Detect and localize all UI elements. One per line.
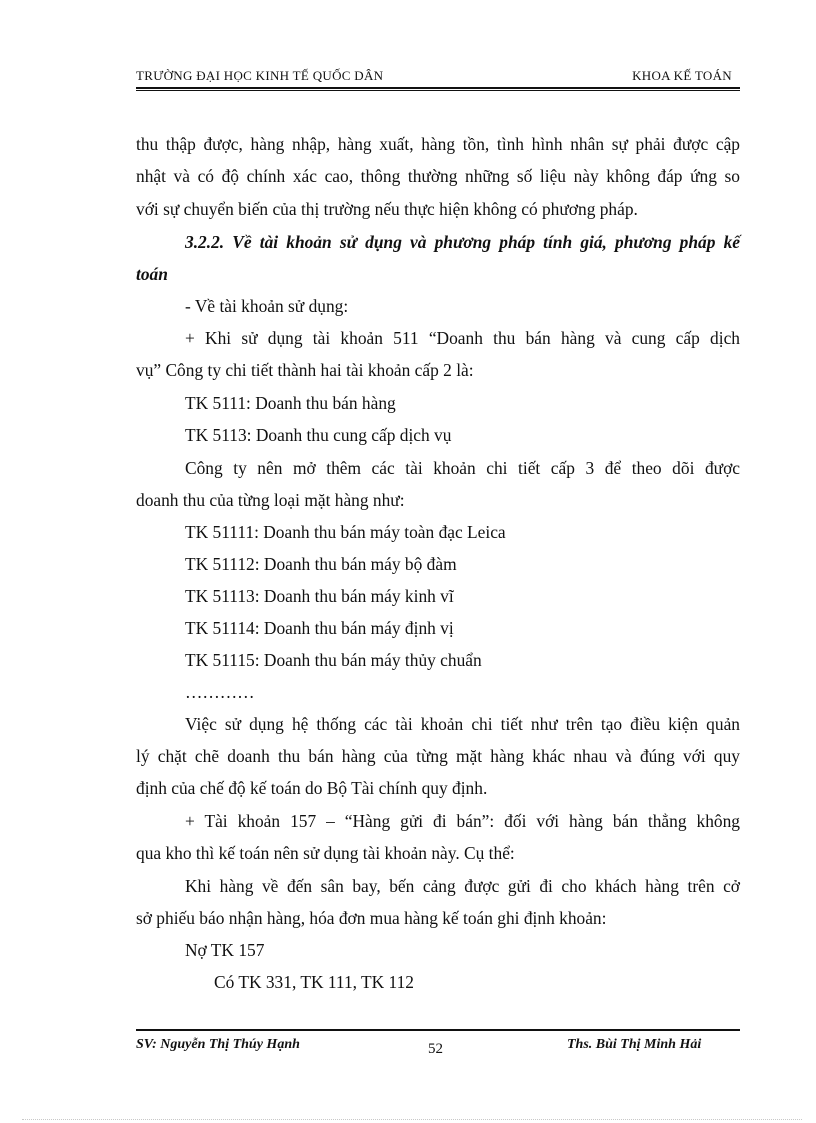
header-rule-thin bbox=[136, 90, 740, 91]
page-edge-dotted-line bbox=[22, 1119, 802, 1120]
header-faculty: KHOA KẾ TOÁN bbox=[632, 68, 732, 83]
account-item: TK 51114: Doanh thu bán máy định vị bbox=[185, 618, 454, 638]
page-number: 52 bbox=[428, 1041, 443, 1057]
paragraph-line: qua kho thì kế toán nên sử dụng tài khoản này. Cụ thể: bbox=[136, 843, 515, 863]
footer-rule bbox=[136, 1029, 740, 1031]
paragraph-line: Khi hàng về đến sân bay, bến cảng được gửi đi cho khách hàng trên cở bbox=[185, 876, 740, 896]
paragraph-line: + Khi sử dụng tài khoản 511 “Doanh thu bán hàng và cung cấp dịch bbox=[185, 328, 740, 348]
paragraph-line: vụ” Công ty chi tiết thành hai tài khoản cấp 2 là: bbox=[136, 360, 474, 380]
paragraph-line: Công ty nên mở thêm các tài khoản chi tiết cấp 3 để theo dõi được bbox=[185, 458, 740, 478]
paragraph-line: thu thập được, hàng nhập, hàng xuất, hàng tồn, tình hình nhân sự phải được cập bbox=[136, 134, 740, 154]
section-heading-cont: toán bbox=[136, 264, 168, 284]
account-item: TK 5113: Doanh thu cung cấp dịch vụ bbox=[185, 425, 452, 445]
paragraph-line: - Về tài khoản sử dụng: bbox=[185, 296, 349, 316]
account-item: TK 51113: Doanh thu bán máy kinh vĩ bbox=[185, 586, 454, 606]
header-rule-thick bbox=[136, 87, 740, 89]
journal-credit: Có TK 331, TK 111, TK 112 bbox=[214, 972, 414, 992]
page-header bbox=[136, 66, 740, 88]
footer-supervisor-name: Ths. Bùi Thị Minh Hải bbox=[567, 1037, 702, 1052]
paragraph-line: nhật và có độ chính xác cao, thông thường những số liệu này không đáp ứng so bbox=[136, 166, 740, 186]
paragraph-line: lý chặt chẽ doanh thu bán hàng của từng mặt hàng khác nhau và đúng với quy bbox=[136, 746, 740, 766]
paragraph-line: với sự chuyển biến của thị trường nếu thực hiện không có phương pháp. bbox=[136, 199, 638, 219]
paragraph-line: sở phiếu báo nhận hàng, hóa đơn mua hàng kế toán ghi định khoản: bbox=[136, 908, 607, 928]
account-item: TK 51115: Doanh thu bán máy thủy chuẩn bbox=[185, 650, 482, 670]
paragraph-line: định của chế độ kế toán do Bộ Tài chính quy định. bbox=[136, 778, 488, 798]
footer-student-name: SV: Nguyễn Thị Thúy Hạnh bbox=[136, 1037, 300, 1052]
paragraph-line: + Tài khoản 157 – “Hàng gửi đi bán”: đối với hàng bán thẳng không bbox=[185, 811, 740, 831]
journal-debit: Nợ TK 157 bbox=[185, 940, 265, 960]
account-item: TK 51112: Doanh thu bán máy bộ đàm bbox=[185, 554, 457, 574]
account-item: TK 5111: Doanh thu bán hàng bbox=[185, 393, 396, 413]
account-item: TK 51111: Doanh thu bán máy toàn đạc Leica bbox=[185, 522, 506, 542]
paragraph-line: Việc sử dụng hệ thống các tài khoản chi tiết như trên tạo điều kiện quản bbox=[185, 714, 740, 734]
paragraph-line: doanh thu của từng loại mặt hàng như: bbox=[136, 490, 405, 510]
header-university: TRƯỜNG ĐẠI HỌC KINH TẾ QUỐC DÂN bbox=[136, 68, 384, 83]
ellipsis-line: ………… bbox=[185, 682, 255, 702]
section-heading: 3.2.2. Về tài khoản sử dụng và phương pháp tính giá, phương pháp kế bbox=[185, 232, 740, 252]
